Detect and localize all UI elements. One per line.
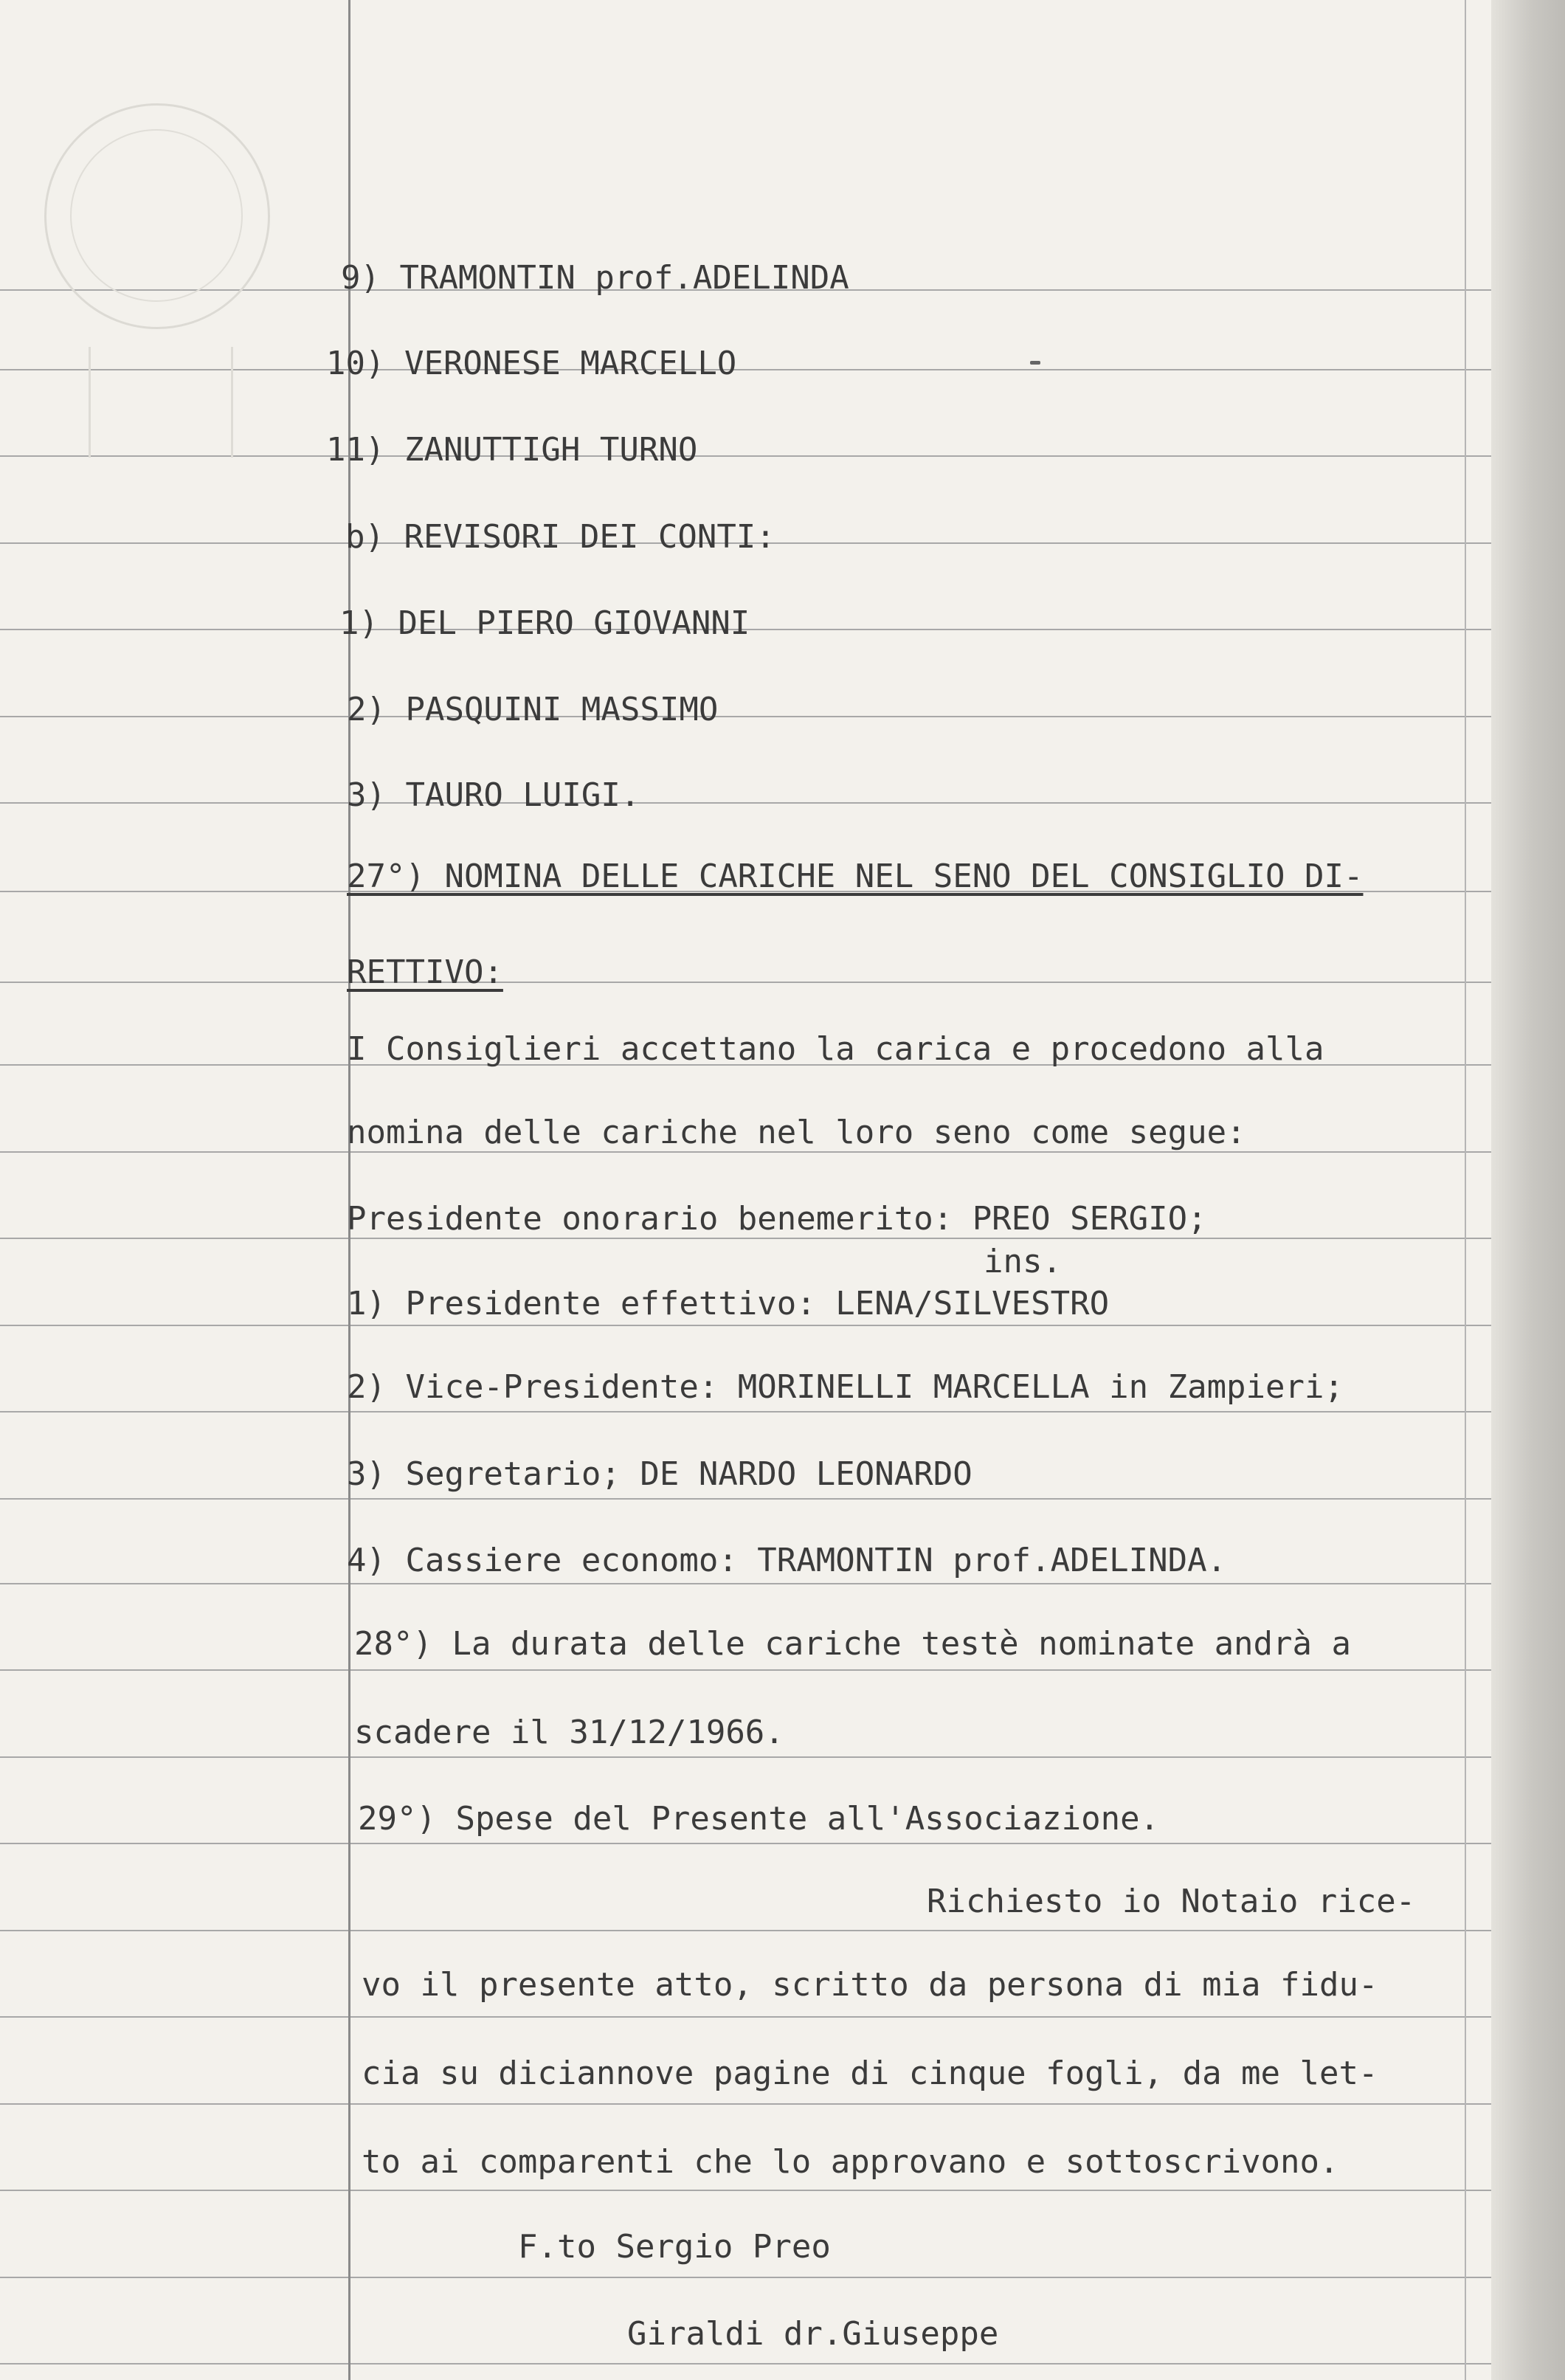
text-line: cia su diciannove pagine di cinque fogli, da me let-: [362, 2055, 1378, 2092]
ruled-line: [0, 1325, 1498, 1326]
signature-line: Giraldi dr.Giuseppe: [627, 2315, 999, 2353]
ruled-line: [0, 802, 1498, 804]
text-line: 3) Segretario; DE NARDO LEONARDO: [347, 1455, 972, 1493]
page-edge-shadow: [1491, 0, 1565, 2380]
signature-line: F.to Sergio Preo: [518, 2228, 831, 2266]
text-line: 11) ZANUTTIGH TURNO: [326, 431, 698, 469]
interlinear-insertion: ins.: [984, 1243, 1062, 1280]
text-line: b) REVISORI DEI CONTI:: [345, 518, 775, 556]
section-heading-continued: RETTIVO:: [347, 953, 503, 991]
text-line: scadere il 31/12/1966.: [354, 1714, 784, 1751]
text-line: 9) TRAMONTIN prof.ADELINDA: [341, 259, 849, 297]
text-line: to ai comparenti che lo approvano e sottoscrivono.: [362, 2143, 1339, 2181]
ruled-line: [0, 1583, 1498, 1584]
ruled-line: [0, 1669, 1498, 1671]
ruled-line: [0, 1756, 1498, 1758]
text-line: Presidente onorario benemerito: PREO SERGIO;: [347, 1200, 1207, 1238]
faded-bleed-through-marks: [89, 347, 233, 458]
text-line: I Consiglieri accettano la carica e procedono alla: [347, 1030, 1324, 1068]
text-line: 10) VERONESE MARCELLO: [326, 345, 737, 382]
text-line: vo il presente atto, scritto da persona di mia fidu-: [362, 1966, 1378, 2004]
text-line: 4) Cassiere economo: TRAMONTIN prof.ADELINDA.: [347, 1542, 1227, 1579]
section-heading: 27°) NOMINA DELLE CARICHE NEL SENO DEL CONSIGLIO DI-: [347, 858, 1364, 895]
ruled-line: [0, 982, 1498, 983]
ruled-line: [0, 1498, 1498, 1500]
faded-stamp-inner-ring: [70, 129, 243, 302]
text-line: 29°) Spese del Presente all'Associazione.: [358, 1800, 1160, 1838]
text-line: 1) DEL PIERO GIOVANNI: [339, 604, 750, 642]
ruled-line: [0, 2016, 1498, 2018]
text-line: 3) TAURO LUIGI.: [347, 776, 640, 814]
ruled-line: [0, 1238, 1498, 1239]
text-line: 2) Vice-Presidente: MORINELLI MARCELLA in Zampieri;: [347, 1368, 1344, 1406]
text-line: nomina delle cariche nel loro seno come segue:: [347, 1114, 1246, 1151]
ruled-line: [0, 716, 1498, 717]
ruled-line: [0, 2277, 1498, 2278]
ruled-line: [0, 2190, 1498, 2191]
text-line: Richiesto io Notaio rice-: [927, 1883, 1416, 1920]
text-line: 2) PASQUINI MASSIMO: [347, 691, 719, 728]
ruled-line: [0, 2363, 1498, 2365]
right-margin-line: [1465, 0, 1466, 2380]
text-line: 1) Presidente effettivo: LENA/SILVESTRO: [347, 1285, 1110, 1322]
ruled-line: [0, 1930, 1498, 1931]
text-line: 28°) La durata delle cariche testè nominate andrà a: [354, 1625, 1352, 1663]
ink-mark: [1030, 361, 1040, 365]
ruled-line: [0, 2103, 1498, 2105]
ruled-line: [0, 1843, 1498, 1844]
ruled-line: [0, 1411, 1498, 1413]
ruled-line: [0, 1151, 1498, 1153]
